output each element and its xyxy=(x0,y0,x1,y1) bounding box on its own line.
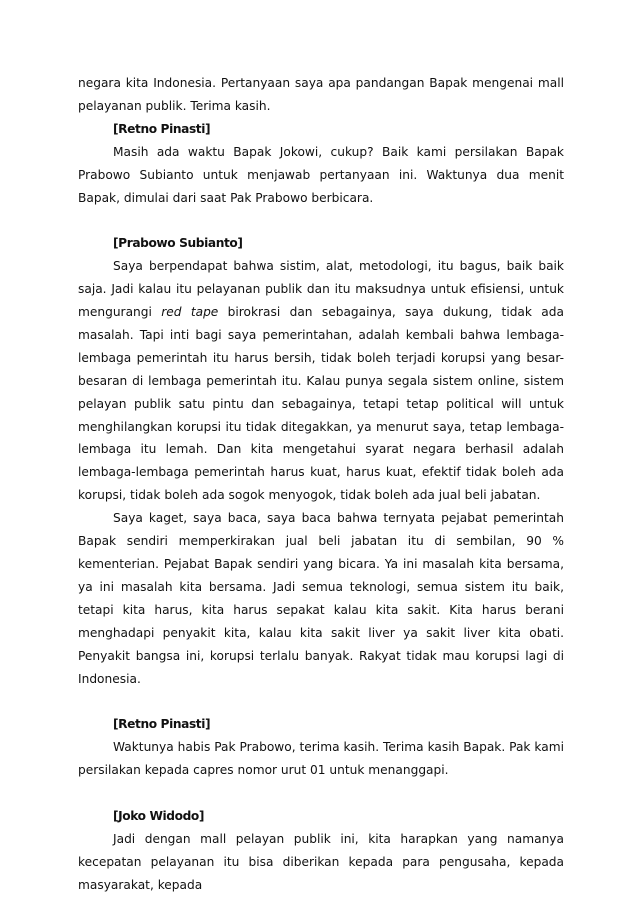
speaker-label: [Retno Pinasti] xyxy=(113,717,211,732)
paragraph: Jadi dengan mall pelayan publik ini, kita harapkan yang namanya kecepatan pelayanan itu bisa diberikan kepada para pengusaha, kepada masyarakat, kepada xyxy=(78,831,564,892)
italic-term: red tape xyxy=(161,305,219,320)
text-run: Saya berpendapat bahwa sistim, alat, metodologi, itu bagus, baik baik saja. Jadi kalau itu pelayanan publik dan itu maksudnya untuk efisiensi, untuk mengurangi xyxy=(78,259,564,320)
text-run: birokrasi dan sebagainya, saya dukung, tidak ada masalah. Tapi inti bagi saya pemerintahan, adalah kembali bahwa lembaga-lembaga pemerintah itu harus bersih, tidak boleh terjadi korupsi yang besar-besaran di lembaga pemerintah itu. Kalau punya segala sistem online, sistem pelayan publik satu pintu dan sebagainya, tetapi tetap political will untuk menghilangkan korupsi itu tidak ditegakkan, ya menurut saya, tetap lembaga-lembaga itu lemah. Dan kita mengetahui syarat negara berhasil adalah lembaga-lembaga pemerintah harus kuat, harus kuat, efektif tidak boleh ada korupsi, tidak boleh ada sogok menyogok, tidak boleh ada jual beli jabatan. xyxy=(78,305,564,503)
paragraph xyxy=(78,255,564,507)
paragraph-continuation: negara kita Indonesia. Pertanyaan saya apa pandangan Bapak mengenai mall pelayanan publik. Terima kasih. xyxy=(78,76,564,113)
paragraph: Saya kaget, saya baca, saya baca bahwa ternyata pejabat pemerintah Bapak sendiri memperkirakan jual beli jabatan itu di sembilan, 90 % kementerian. Pejabat Bapak sendiri yang bicara. Ya ini masalah kita bersama, ya ini masalah kita bersama. Jadi semua teknologi, semua sistem itu baik, tetapi kita harus, kita harus sepakat kalau kita sakit. Kita harus berani menghadapi penyakit kita, kalau kita sakit liver ya sakit liver kita obati. Penyakit bangsa ini, korupsi terlalu banyak. Rakyat tidak mau korupsi lagi di Indonesia. xyxy=(78,511,564,686)
paragraph-spacer xyxy=(78,209,564,232)
speaker-label: [Prabowo Subianto] xyxy=(113,236,243,251)
speaker-label: [Retno Pinasti] xyxy=(113,121,211,136)
paragraph-spacer xyxy=(78,690,564,713)
document-page xyxy=(78,72,564,897)
speaker-label: [Joko Widodo] xyxy=(113,808,205,823)
paragraph: Masih ada waktu Bapak Jokowi, cukup? Baik kami persilakan Bapak Prabowo Subianto untuk menjawab pertanyaan ini. Waktunya dua menit Bapak, dimulai dari saat Pak Prabowo berbicara. xyxy=(78,144,564,205)
paragraph-spacer xyxy=(78,782,564,805)
paragraph: Waktunya habis Pak Prabowo, terima kasih. Terima kasih Bapak. Pak kami persilakan kepada capres nomor urut 01 untuk menanggapi. xyxy=(78,740,564,778)
